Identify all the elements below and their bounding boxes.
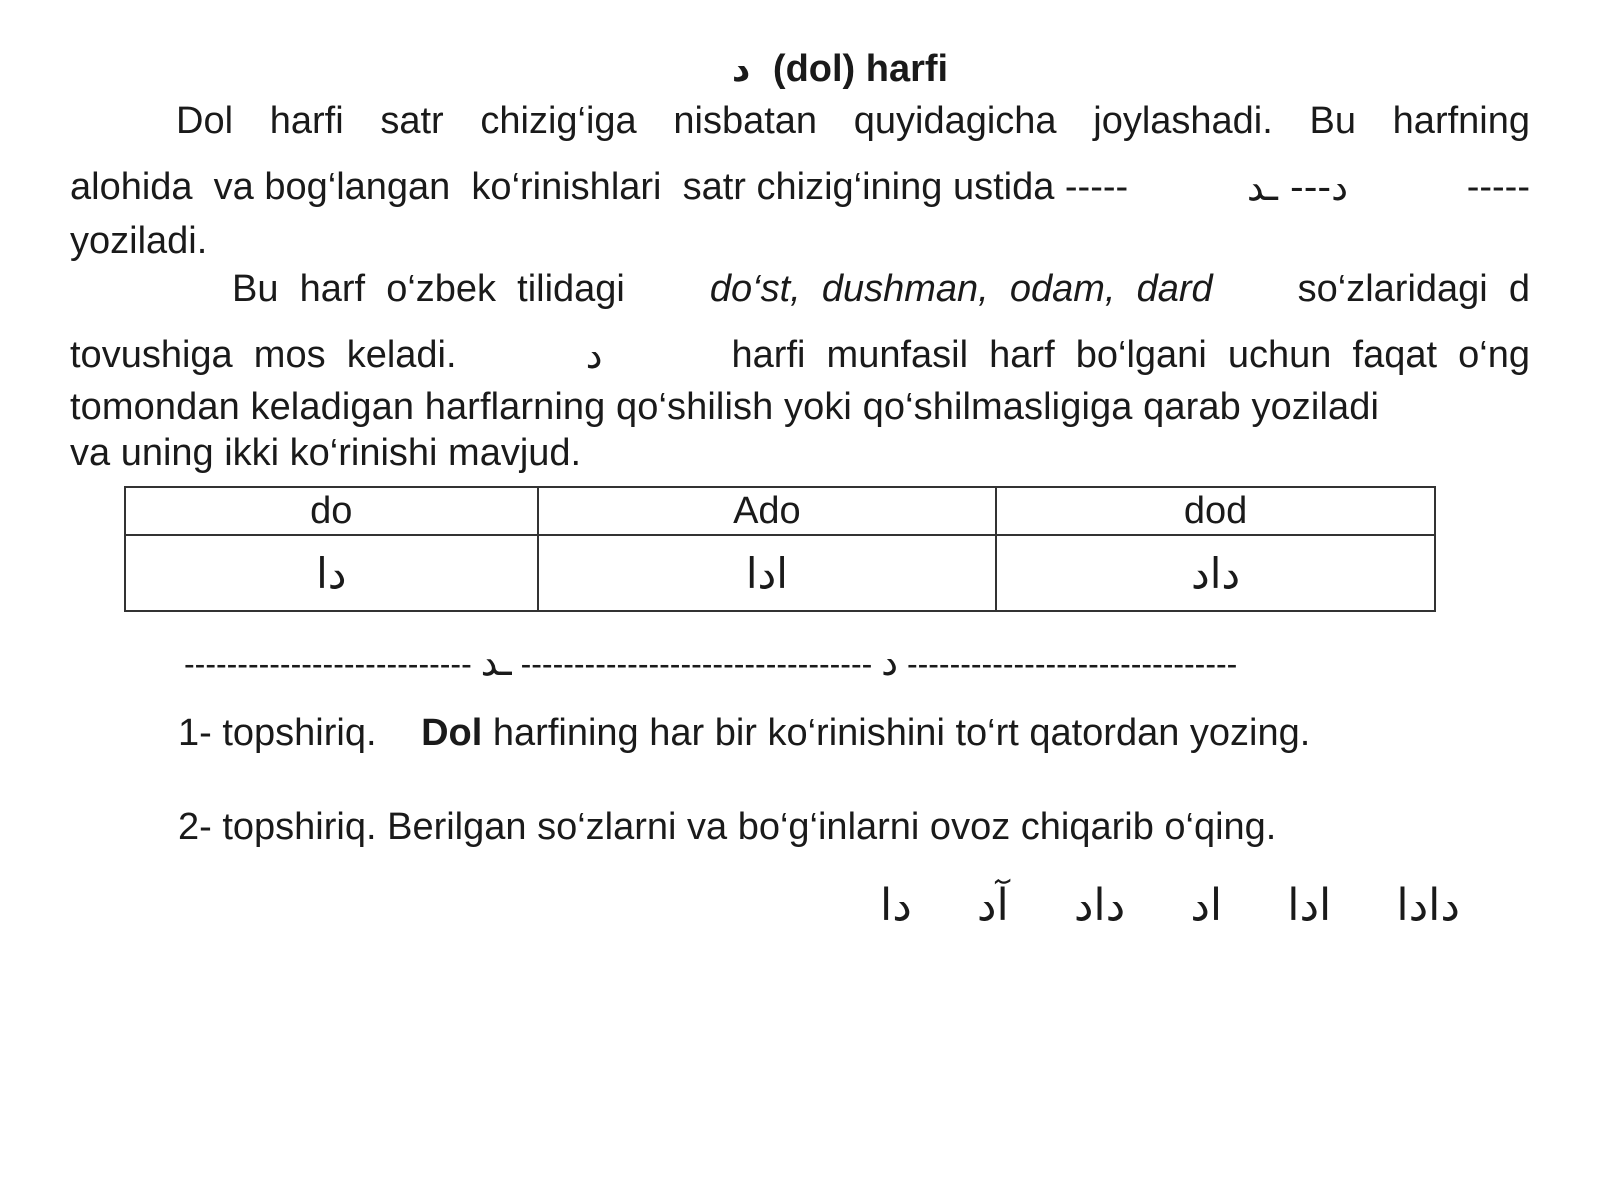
p1-word: harfi <box>269 100 344 142</box>
p2-line2-text: tovushiga mos keladi. <box>70 334 457 376</box>
p1-word: Bu <box>1309 100 1356 142</box>
table-cell-arabic: داد <box>996 535 1435 611</box>
arabic-word: اد <box>1190 880 1223 931</box>
dash-segment: ------------------------------- <box>906 646 1238 682</box>
task-1 <box>178 710 1310 756</box>
p2-example-words: do‘st, dushman, odam, dard <box>709 268 1213 310</box>
title-text: (dol) harfi <box>772 48 949 90</box>
p1-word: chizig‘iga <box>480 100 637 142</box>
table-cell-arabic: ادا <box>538 535 997 611</box>
p1-line2-dashes: ----- <box>1466 166 1530 208</box>
p1-word: joylashadi. <box>1093 100 1273 142</box>
page-title <box>0 44 1600 95</box>
isolated-form: د <box>881 640 899 684</box>
arabic-word: دا <box>880 880 912 931</box>
paragraph1-line3: yoziladi. <box>70 220 208 262</box>
dol-letter-inline: د <box>585 333 603 377</box>
p1-word: harfning <box>1392 100 1530 142</box>
task-1-text: harfining har bir ko‘rinishini to‘rt qatordan yozing. <box>492 712 1311 754</box>
paragraph2-line2 <box>70 332 1530 378</box>
p2-line1-end: so‘zlaridagi d <box>1297 268 1530 310</box>
paragraph2-line3: tomondan keladigan harflarning qo‘shilish yoki qo‘shilmasligiga qarab yoziladi <box>70 386 1380 428</box>
title-letter: د <box>731 49 751 90</box>
p1-word: Dol <box>176 100 234 142</box>
table-row-arabic <box>125 535 1435 611</box>
table-row-latin <box>125 487 1435 535</box>
paragraph2-line4: va uning ikki ko‘rinishi mavjud. <box>70 432 582 474</box>
table-cell-latin: do <box>125 487 538 535</box>
connected-form: ـد <box>480 640 512 684</box>
baseline-practice-line <box>184 640 1394 686</box>
p1-word: quyidagicha <box>853 100 1057 142</box>
table-cell-latin: dod <box>996 487 1435 535</box>
paragraph1-line2 <box>70 164 1530 210</box>
p1-word: satr <box>380 100 444 142</box>
p1-word: nisbatan <box>673 100 818 142</box>
dash-segment: --------------------------- <box>184 646 472 682</box>
task-1-label: 1- topshiriq. <box>178 712 377 754</box>
dash-segment: --------------------------------- <box>520 646 873 682</box>
letter-forms-table <box>124 486 1436 612</box>
paragraph1-line1 <box>176 98 1530 144</box>
arabic-word: داد <box>1073 880 1126 931</box>
task-1-bold: Dol <box>421 712 483 754</box>
paragraph2-line1 <box>232 266 1530 312</box>
arabic-word: ادا <box>1287 880 1332 931</box>
table-cell-arabic: دا <box>125 535 538 611</box>
arabic-words-row <box>880 880 1460 931</box>
p1-line2-text: alohida va bog‘langan ko‘rinishlari satr chizig‘ining ustida ----- <box>70 166 1129 208</box>
p2-line2-end: harfi munfasil harf bo‘lgani uchun faqat o‘ng <box>731 334 1530 376</box>
letter-forms: د--- ـد <box>1246 165 1349 209</box>
task-2: 2- topshiriq. Berilgan so‘zlarni va bo‘g‘inlarni ovoz chiqarib o‘qing. <box>178 806 1277 848</box>
table-cell-latin: Ado <box>538 487 997 535</box>
arabic-word: آد <box>976 880 1009 931</box>
arabic-word: دادا <box>1396 880 1460 931</box>
p2-line1-text: Bu harf o‘zbek tilidagi <box>232 268 625 310</box>
